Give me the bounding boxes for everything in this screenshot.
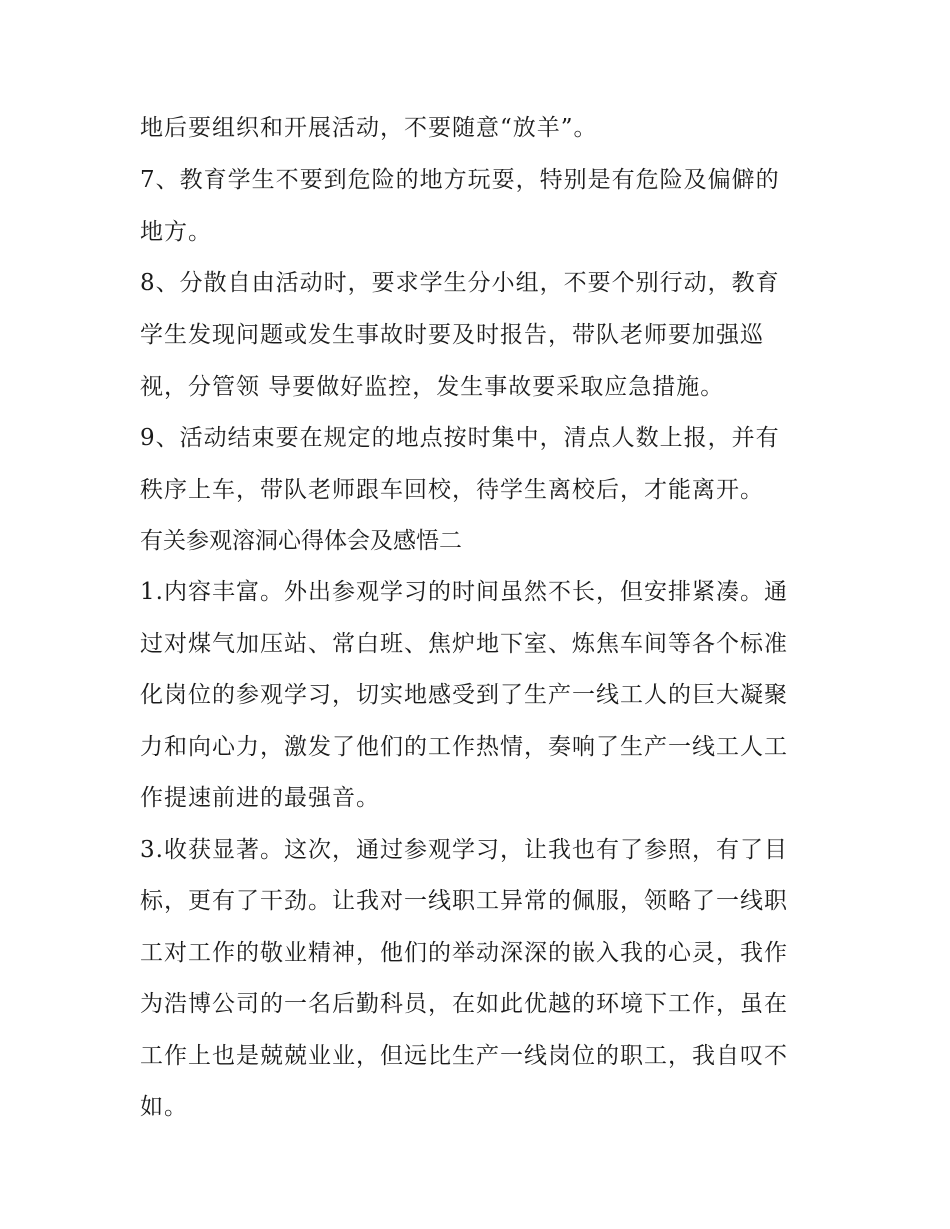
section-heading: 有关参观溶洞心得体会及感悟二 bbox=[140, 528, 462, 554]
list-item-7-line-1: 7、教育学生不要到危险的地方玩耍，特别是有危险及偏僻的 bbox=[140, 167, 780, 193]
list-item-9-line-2: 秩序上车，带队老师跟车回校，待学生离校后，才能离开。 bbox=[140, 477, 764, 503]
paragraph-1-line-1: 1.内容丰富。外出参观学习的时间虽然不长，但安排紧凑。通 bbox=[140, 579, 788, 605]
paragraph-3-line-2: 标，更有了干劲。让我对一线职工异常的佩服，领略了一线职 bbox=[140, 888, 788, 914]
paragraph-3-line-6: 如。 bbox=[140, 1094, 188, 1120]
paragraph-1-line-2: 过对煤气加压站、常白班、焦炉地下室、炼焦车间等各个标准 bbox=[140, 631, 788, 657]
paragraph-3-line-5: 工作上也是兢兢业业，但远比生产一线岗位的职工，我自叹不 bbox=[140, 1043, 788, 1069]
paragraph-3-line-3: 工对工作的敬业精神，他们的举动深深的嵌入我的心灵，我作 bbox=[140, 940, 788, 966]
list-item-8-line-1: 8、分散自由活动时，要求学生分小组，不要个别行动，教育 bbox=[140, 270, 780, 296]
list-item-8-line-3: 视，分管领 导要做好监控，发生事故要采取应急措施。 bbox=[140, 374, 725, 400]
paragraph-3-line-1: 3.收获显著。这次，通过参观学习，让我也有了参照，有了目 bbox=[140, 837, 788, 863]
paragraph-1-line-3: 化岗位的参观学习，切实地感受到了生产一线工人的巨大凝聚 bbox=[140, 682, 788, 708]
list-item-8-line-2: 学生发现问题或发生事故时要及时报告，带队老师要加强巡 bbox=[140, 322, 764, 348]
text-line-1: 地后要组织和开展活动，不要随意“放羊”。 bbox=[140, 115, 598, 141]
paragraph-1-line-4: 力和向心力，激发了他们的工作热情，奏响了生产一线工人工 bbox=[140, 734, 788, 760]
paragraph-3-line-4: 为浩博公司的一名后勤科员，在如此优越的环境下工作，虽在 bbox=[140, 991, 788, 1017]
list-item-7-line-2: 地方。 bbox=[140, 219, 212, 245]
list-item-9-line-1: 9、活动结束要在规定的地点按时集中，清点人数上报，并有 bbox=[140, 425, 780, 451]
paragraph-1-line-5: 作提速前进的最强音。 bbox=[140, 785, 380, 811]
